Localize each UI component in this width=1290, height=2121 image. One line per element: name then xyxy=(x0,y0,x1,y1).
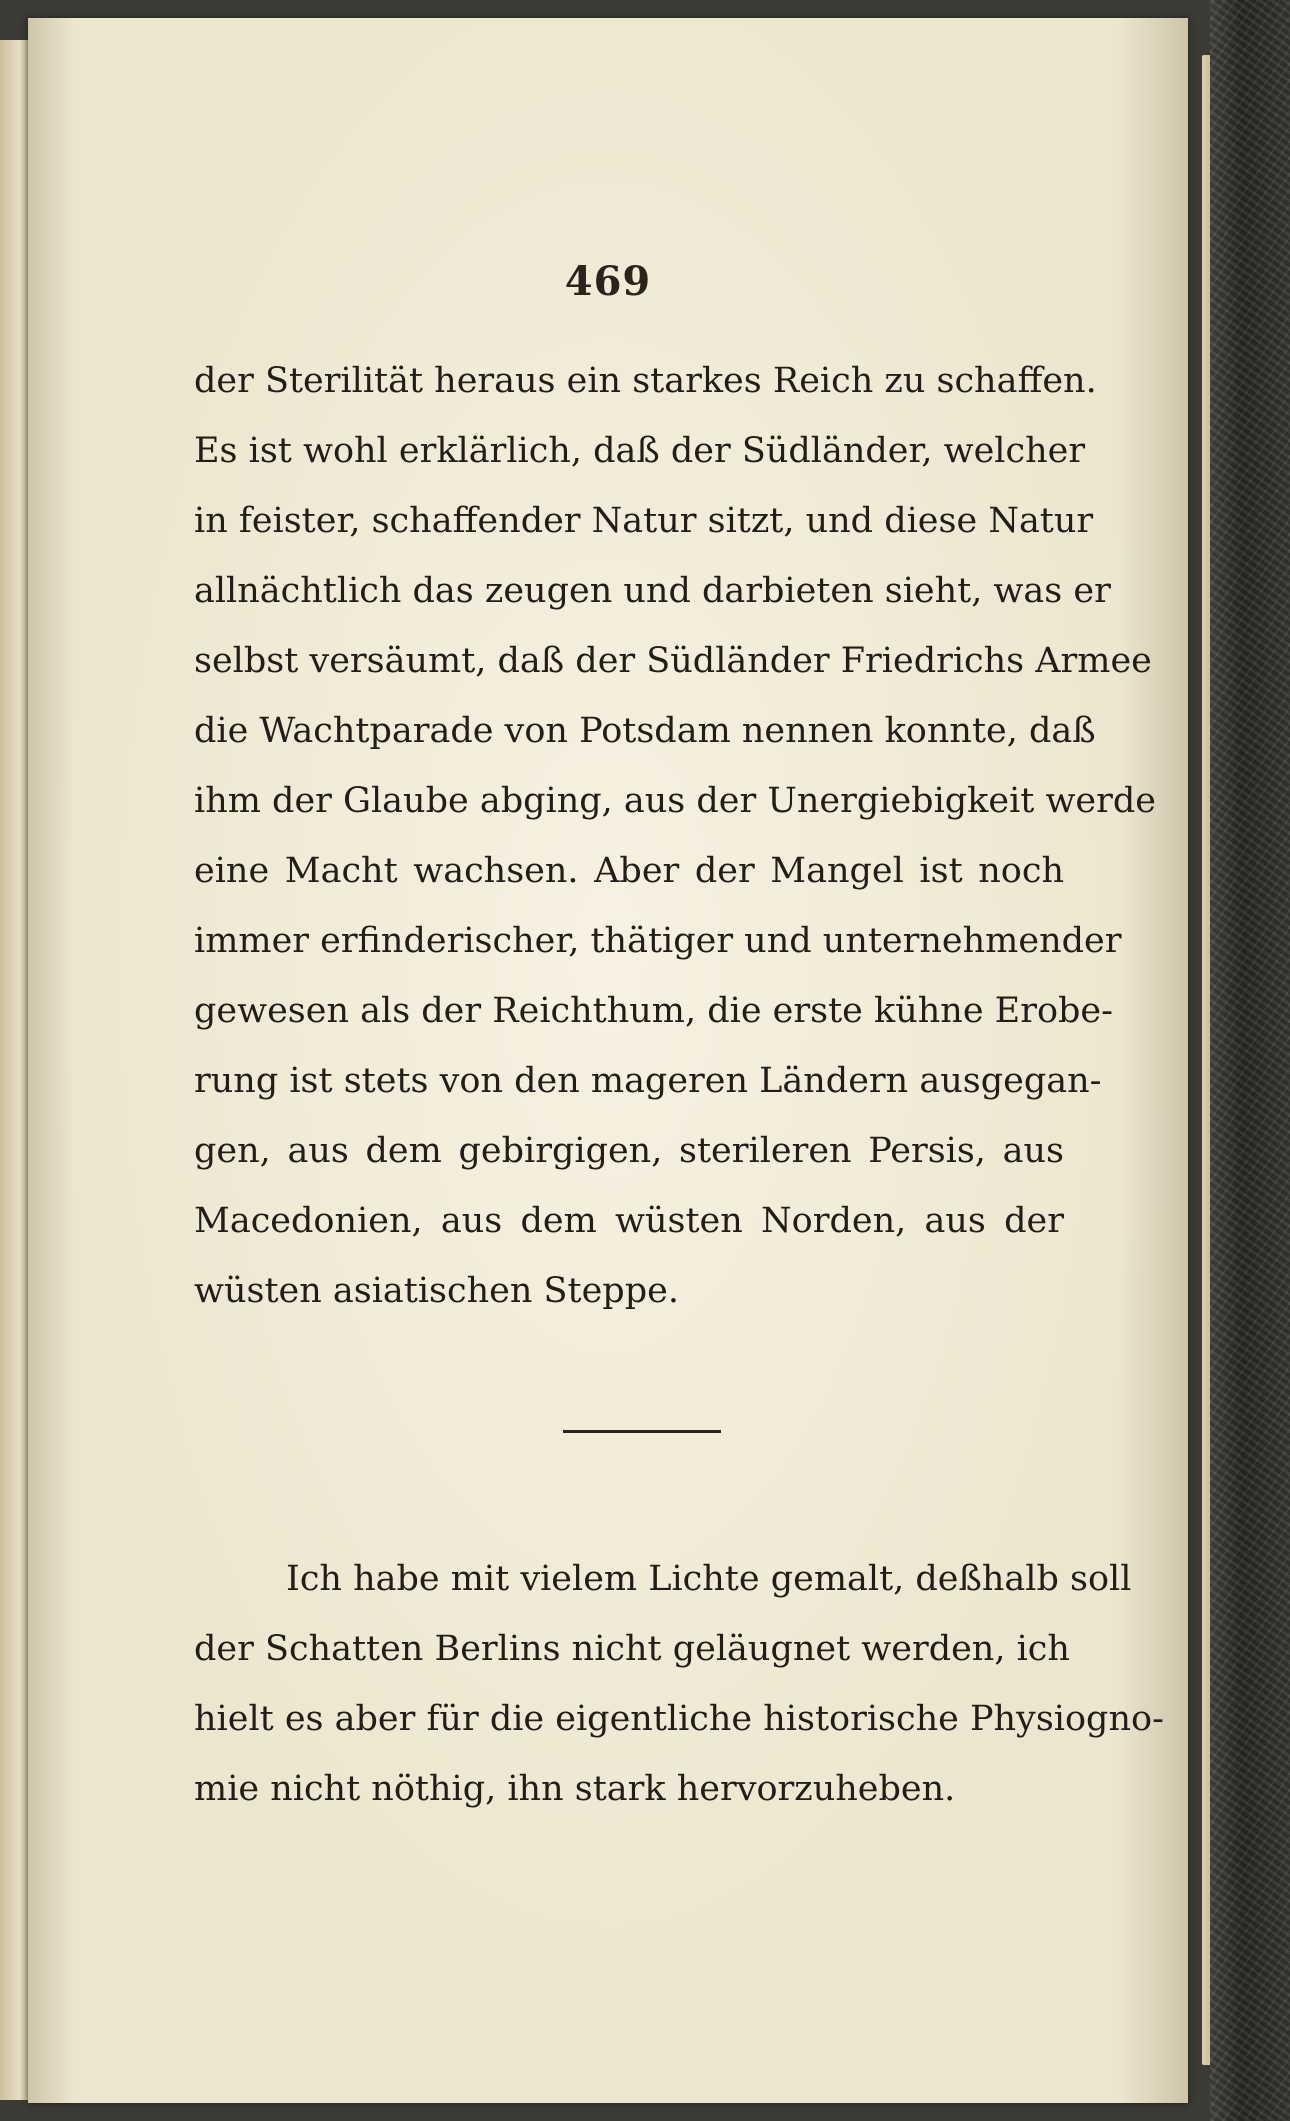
text-line: gen, aus dem gebirgigen, sterileren Persis, aus xyxy=(194,1131,1064,1171)
text-line: Es ist wohl erklärlich, daß der Südländer, welcher xyxy=(194,431,1086,471)
text-line: Ich habe mit vielem Lichte gemalt, deßhalb soll xyxy=(286,1559,1132,1599)
text-line: selbst versäumt, daß der Südländer Friedrichs Armee xyxy=(194,641,1152,681)
text-line: Macedonien, aus dem wüsten Norden, aus der xyxy=(194,1201,1064,1241)
text-line: die Wachtparade von Potsdam nennen konnte, daß xyxy=(194,711,1096,751)
text-line: allnächtlich das zeugen und darbieten sieht, was er xyxy=(194,571,1111,611)
page-number: 469 xyxy=(564,258,652,305)
paragraph-2 xyxy=(194,1544,1164,1824)
text-line: immer erfinderischer, thätiger und unternehmender xyxy=(194,921,1122,961)
text-line: hielt es aber für die eigentliche historische Physiogno- xyxy=(194,1699,1164,1739)
book-page xyxy=(28,18,1188,2103)
text-line: der Schatten Berlins nicht geläugnet werden, ich xyxy=(194,1629,1070,1669)
text-line: mie nicht nöthig, ihn stark hervorzuheben. xyxy=(194,1769,956,1809)
adjacent-page-edge xyxy=(0,40,28,2100)
section-divider xyxy=(563,1430,721,1433)
text-line: in feister, schaffender Natur sitzt, und diese Natur xyxy=(194,501,1094,541)
text-line: eine Macht wachsen. Aber der Mangel ist noch xyxy=(194,851,1064,891)
book-cover xyxy=(1210,0,1290,2121)
paragraph-1 xyxy=(194,346,1156,1326)
text-line: ihm der Glaube abging, aus der Unergiebigkeit werde xyxy=(194,781,1156,821)
text-line: wüsten asiatischen Steppe. xyxy=(194,1271,679,1311)
text-line: rung ist stets von den mageren Ländern ausgegan- xyxy=(194,1061,1102,1101)
text-line: der Sterilität heraus ein starkes Reich zu schaffen. xyxy=(194,361,1097,401)
text-line: gewesen als der Reichthum, die erste kühne Erobe- xyxy=(194,991,1113,1031)
